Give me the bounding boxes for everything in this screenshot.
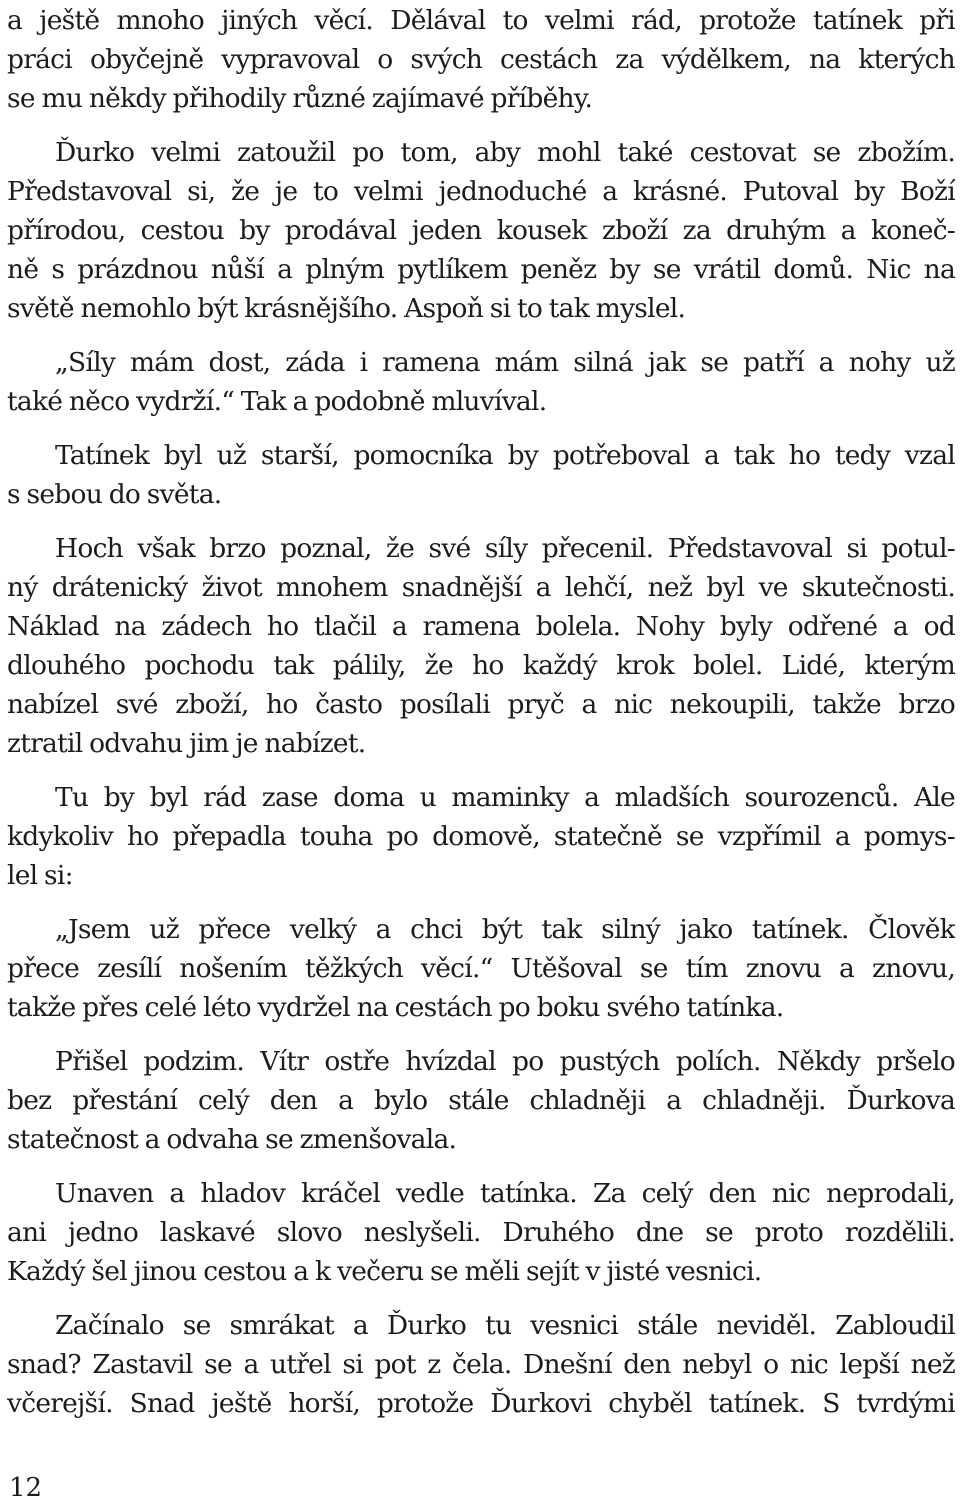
text-line: dlouhého pochodu tak pálily, že ho každý krok bolel. Lidé, kterým: [7, 650, 955, 681]
paragraph-gap: [7, 1159, 955, 1174]
paragraph-gap: [7, 328, 955, 343]
text-line: přece zesílí nošením těžkých věcí.“ Utěšoval se tím znovu a znovu,: [7, 953, 955, 984]
text-line: kdykoliv ho přepadla touha po domově, statečně se vzpřímil a pomys-: [7, 821, 955, 852]
paragraph: [7, 436, 955, 514]
paragraph-gap: [7, 1027, 955, 1042]
text-line: Začínalo se smrákat a Ďurko tu vesnici stále neviděl. Zabloudil: [55, 1310, 955, 1341]
text-line: ztratil odvahu jim je nabízet.: [7, 728, 366, 759]
text-line: statečnost a odvaha se zmenšovala.: [7, 1124, 457, 1155]
text-line: Tu by byl rád zase doma u maminky a mladších sourozenců. Ale: [55, 782, 955, 813]
text-line: ný drátenický život mnohem snadnější a lehčí, než byl ve skutečnosti.: [7, 572, 955, 603]
text-line: nabízel své zboží, ho často posílali pryč a nic nekoupili, takže brzo: [7, 689, 955, 720]
paragraph: [7, 1, 955, 118]
text-line: Každý šel jinou cestou a k večeru se měli sejít v jisté vesnici.: [7, 1256, 762, 1287]
text-line: Tatínek byl už starší, pomocníka by potřeboval a tak ho tedy vzal: [55, 440, 955, 471]
text-line: Přišel podzim. Vítr ostře hvízdal po pustých polích. Někdy pršelo: [55, 1046, 955, 1077]
paragraph: [7, 1174, 955, 1291]
text-line: ně s prázdnou nůší a plným pytlíkem peněz by se vrátil domů. Nic na: [7, 254, 955, 285]
text-line: včerejší. Snad ještě horší, protože Ďurkovi chyběl tatínek. S tvrdými: [7, 1388, 955, 1419]
paragraph: [7, 910, 955, 1027]
paragraph-gap: [7, 421, 955, 436]
text-line: se mu někdy přihodily různé zajímavé příběhy.: [7, 83, 593, 114]
page-number: 12: [9, 1473, 43, 1503]
paragraph-gap: [7, 1291, 955, 1306]
text-line: „Jsem už přece velký a chci být tak silný jako tatínek. Člověk: [55, 914, 955, 945]
paragraph: [7, 343, 955, 421]
text-line: práci obyčejně vypravoval o svých cestách za výdělkem, na kterých: [7, 44, 955, 75]
text-line: Náklad na zádech ho tlačil a ramena bolela. Nohy byly odřené a od: [7, 611, 955, 642]
paragraph: [7, 1306, 955, 1423]
text-line: snad? Zastavil se a utřel si pot z čela. Dnešní den nebyl o nic lepší než: [7, 1349, 955, 1380]
paragraph: [7, 529, 955, 763]
text-line: světě nemohlo být krásnějšího. Aspoň si to tak myslel.: [7, 293, 686, 324]
text-line: také něco vydrží.“ Tak a podobně mluvíval.: [7, 386, 547, 417]
text-line: Hoch však brzo poznal, že své síly přecenil. Představoval si potul-: [55, 533, 955, 564]
page-body: [7, 0, 955, 1423]
paragraph-gap: [7, 118, 955, 133]
paragraph: [7, 1042, 955, 1159]
text-line: ani jedno laskavé slovo neslyšeli. Druhého dne se proto rozdělili.: [7, 1217, 955, 1248]
text-line: Ďurko velmi zatoužil po tom, aby mohl také cestovat se zbožím.: [55, 137, 955, 168]
text-line: lel si:: [7, 860, 73, 891]
text-line: Představoval si, že je to velmi jednoduché a krásné. Putoval by Boží: [7, 176, 955, 207]
text-line: s sebou do světa.: [7, 479, 222, 510]
text-line: a ještě mnoho jiných věcí. Dělával to velmi rád, protože tatínek při: [7, 5, 955, 36]
text-line: bez přestání celý den a bylo stále chladněji a chladněji. Ďurkova: [7, 1085, 955, 1116]
paragraph-gap: [7, 895, 955, 910]
paragraph-gap: [7, 514, 955, 529]
text-line: Unaven a hladov kráčel vedle tatínka. Za celý den nic neprodali,: [55, 1178, 955, 1209]
text-line: přírodou, cestou by prodával jeden kousek zboží za druhým a koneč-: [7, 215, 955, 246]
paragraph: [7, 778, 955, 895]
paragraph-gap: [7, 763, 955, 778]
text-line: „Síly mám dost, záda i ramena mám silná jak se patří a nohy už: [55, 347, 955, 378]
text-line: takže přes celé léto vydržel na cestách po boku svého tatínka.: [7, 992, 784, 1023]
paragraph: [7, 133, 955, 328]
